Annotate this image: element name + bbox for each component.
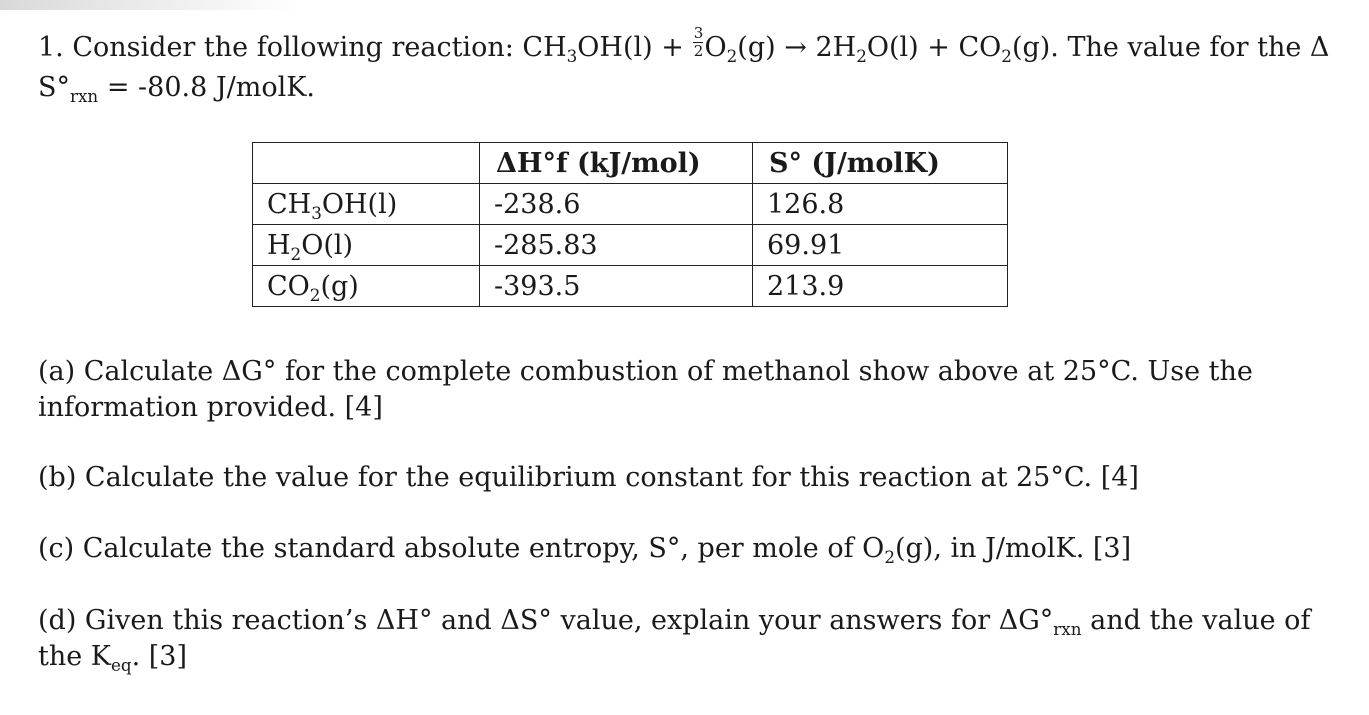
enthalpy-cell: -285.83: [480, 225, 753, 266]
table-row: [253, 225, 1008, 266]
entropy-line: [38, 68, 1363, 108]
enthalpy-cell: -238.6: [480, 184, 753, 225]
reactant-oxygen: $O_2(g)$: [704, 32, 776, 66]
entropy-cell: 69.91: [753, 225, 1008, 266]
thermo-data-table: [252, 142, 1008, 307]
header-empty: [253, 143, 480, 184]
entropy-value: = -80.8 J/molK.: [106, 72, 316, 103]
header-entropy: S° (J/molK): [753, 143, 1008, 184]
entropy-label: $S^\circ_{rxn}$: [38, 72, 99, 106]
coefficient-fraction: $\frac{3}{2}$: [693, 24, 704, 60]
species-cell: $H_2O(l)$: [253, 225, 480, 266]
table-row: [253, 266, 1008, 307]
reaction-arrow: →: [784, 32, 807, 63]
reactant-methanol: $CH_3OH(l)$: [522, 32, 653, 66]
reaction-line: [38, 24, 1363, 68]
species-cell: $CH_3OH(l)$: [253, 184, 480, 225]
plus-sign: +: [661, 32, 684, 63]
table-header-row: [253, 143, 1008, 184]
entropy-cell: 213.9: [753, 266, 1008, 307]
entropy-cell: 126.8: [753, 184, 1008, 225]
header-enthalpy: ΔH°f (kJ/mol): [480, 143, 753, 184]
plus-sign-2: +: [927, 32, 950, 63]
part-a: (a) Calculate ΔG° for the complete combustion of methanol show above at 25°C. Use the information provided. [4]: [38, 356, 1253, 423]
table-row: [253, 184, 1008, 225]
question-tail: The value for the Δ: [1067, 32, 1330, 63]
enthalpy-cell: -393.5: [480, 266, 753, 307]
question-number: 1.: [38, 32, 64, 63]
top-edge-shadow: [0, 0, 300, 10]
product-co2: $CO_2(g)$.: [958, 32, 1059, 66]
part-d: (d) Given this reaction’s ΔH° and ΔS° value, explain your answers for $\Delta G^\circ_{rxn}$ and the value of the $K_{eq}$. [3]: [38, 605, 1311, 675]
product-water: $2H_2O(l)$: [815, 32, 919, 66]
question-intro: Consider the following reaction:: [72, 32, 514, 63]
part-b: (b) Calculate the value for the equilibrium constant for this reaction at 25°C. [4]: [38, 462, 1139, 493]
part-c: (c) Calculate the standard absolute entropy, S°, per mole of $O_2(g)$, in J/molK. [3]: [38, 533, 1132, 567]
question-text: [38, 24, 1363, 108]
species-cell: $CO_2(g)$: [253, 266, 480, 307]
